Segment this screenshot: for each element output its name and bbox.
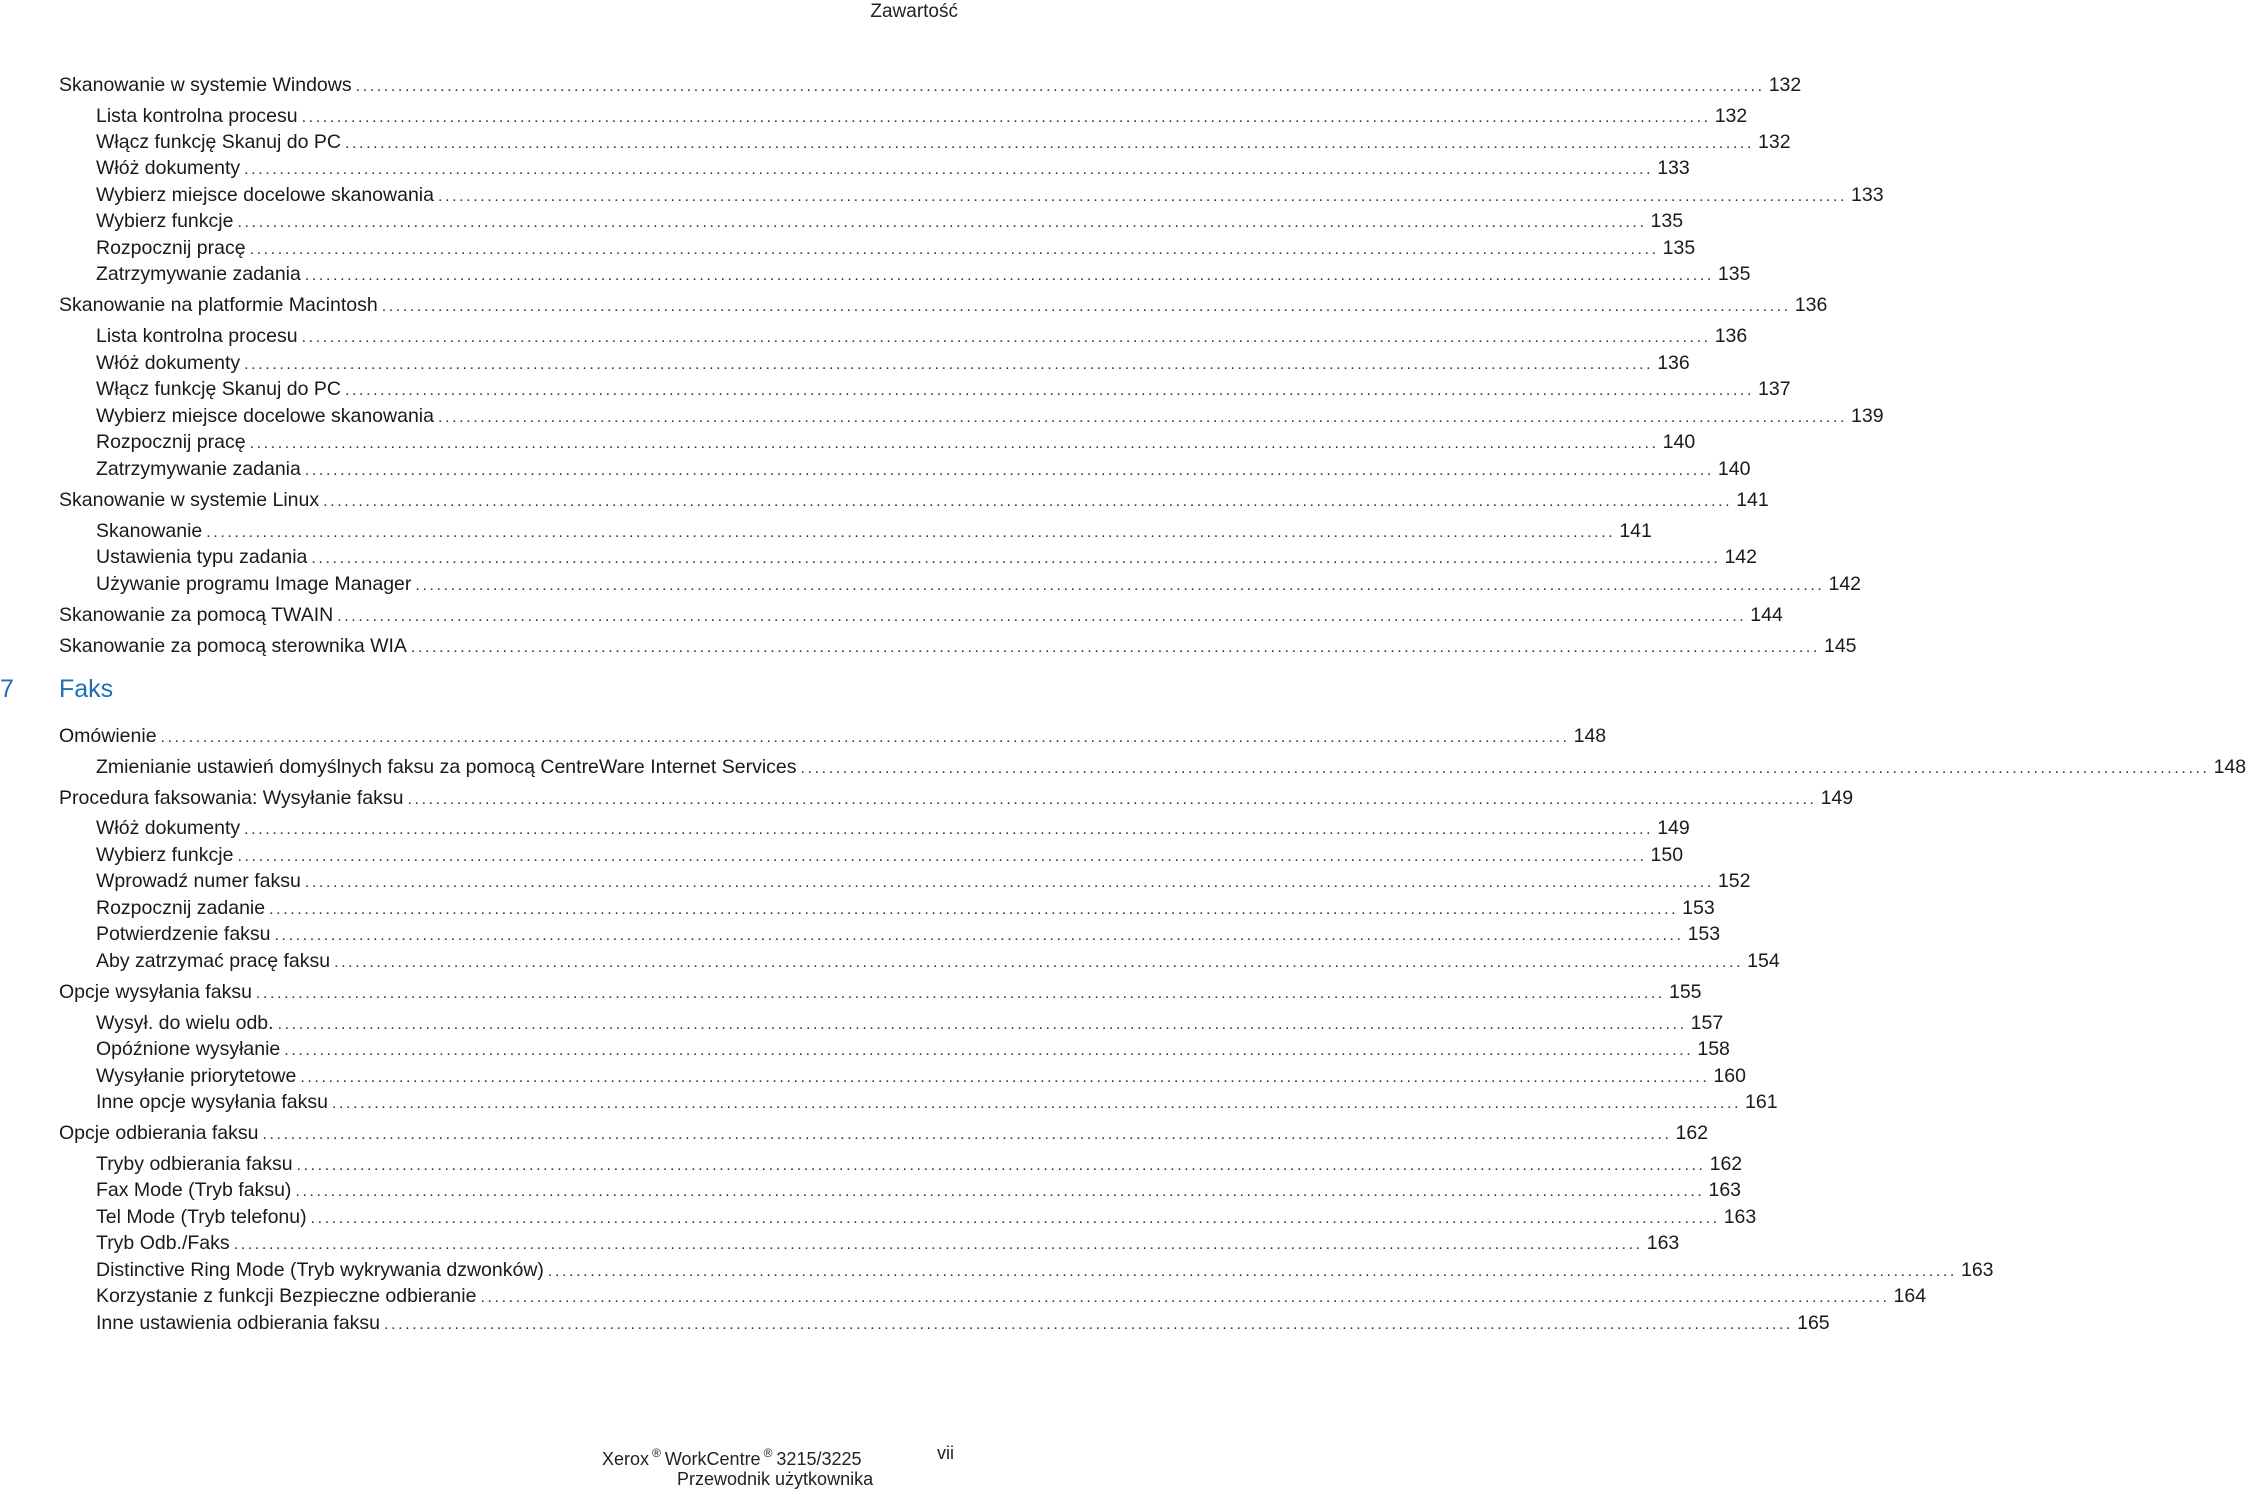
toc-entry-title: Inne opcje wysyłania faksu <box>96 1091 328 1113</box>
toc-entry-subsection[interactable] <box>96 571 1862 599</box>
toc-entry-page-number: 136 <box>1794 294 1828 316</box>
toc-entry-title: Włóż dokumenty <box>96 157 241 179</box>
dot-leader: ........................................................................................................................................................................................................ <box>304 267 1714 284</box>
toc-entry-subsection[interactable] <box>96 182 1884 210</box>
toc-entry-section[interactable] <box>59 1120 1709 1148</box>
toc-entry-title: Skanowanie w systemie Windows <box>59 74 352 96</box>
dot-leader: ........................................................................................................................................................................................................ <box>295 1183 1705 1200</box>
dot-leader: ........................................................................................................................................................................................................ <box>437 188 1848 205</box>
dot-leader: ........................................................................................................................................................................................................ <box>344 135 1755 152</box>
toc-entry-title: Wybierz miejsce docelowe skanowania <box>96 405 434 427</box>
toc-entry-subsection[interactable] <box>96 921 1721 949</box>
dot-leader: ........................................................................................................................................................................................................ <box>255 985 1665 1002</box>
toc-entry-subsection[interactable] <box>96 544 1757 572</box>
toc-entry-title: Wprowadź numer faksu <box>96 870 301 892</box>
toc-entry-section[interactable] <box>59 979 1702 1007</box>
toc-entry-section[interactable] <box>59 723 1607 751</box>
dot-leader: ........................................................................................................................................................................................................ <box>381 298 1791 315</box>
toc-entry-page-number: 160 <box>1713 1065 1746 1087</box>
toc-entry-title: Wysył. do wielu odb. <box>96 1012 274 1034</box>
toc-entry-page-number: 163 <box>1708 1179 1742 1201</box>
toc-entry-page-number: 150 <box>1650 844 1684 866</box>
dot-leader: ........................................................................................................................................................................................................ <box>206 524 1616 541</box>
toc-entry-page-number: 158 <box>1697 1038 1730 1060</box>
toc-entry-page-number: 164 <box>1893 1285 1927 1307</box>
toc-entry-title: Włóż dokumenty <box>96 352 241 374</box>
dot-leader: ........................................................................................................................................................................................................ <box>331 1095 1742 1112</box>
dot-leader: ........................................................................................................................................................................................................ <box>262 1126 1672 1143</box>
dot-leader: ........................................................................................................................................................................................................ <box>244 821 1654 838</box>
toc-entry-section[interactable] <box>59 487 1769 515</box>
dot-leader: ........................................................................................................................................................................................................ <box>415 577 1825 594</box>
toc-entry-page-number: 140 <box>1717 458 1751 480</box>
toc-entry-page-number: 163 <box>1960 1259 1994 1281</box>
footer-model: 3215/3225 <box>776 1449 862 1469</box>
toc-entry-title: Tryb Odb./Faks <box>96 1232 230 1254</box>
toc-entry-title: Rozpocznij zadanie <box>96 897 266 919</box>
toc-entry-title: Zatrzymywanie zadania <box>96 458 301 480</box>
toc-entry-subsection[interactable] <box>96 155 1690 183</box>
toc-entry-page-number: 135 <box>1662 237 1696 259</box>
toc-entry-title: Wybierz funkcje <box>96 844 234 866</box>
running-header-section-title: Zawartość <box>870 1 958 22</box>
toc-entry-subsection[interactable] <box>96 754 2246 782</box>
dot-leader: ........................................................................................................................................................................................................ <box>355 78 1765 95</box>
toc-entry-subsection[interactable] <box>96 403 1884 431</box>
toc-entry-subsection[interactable] <box>96 1230 1680 1258</box>
toc-entry-section[interactable] <box>59 633 1857 661</box>
dot-leader: ........................................................................................................................................................................................................ <box>244 356 1654 373</box>
toc-entry-section[interactable] <box>59 785 1854 813</box>
toc-entry-section[interactable] <box>59 602 1783 630</box>
dot-leader: ........................................................................................................................................................................................................ <box>301 109 1711 126</box>
toc-entry-section[interactable] <box>59 292 1828 320</box>
toc-entry-subsection[interactable] <box>96 429 1696 457</box>
toc-entry-subsection[interactable] <box>96 1063 1746 1091</box>
toc-entry-page-number: 145 <box>1823 635 1857 657</box>
toc-entry-title: Rozpocznij pracę <box>96 237 246 259</box>
registered-mark: ® <box>652 1446 661 1460</box>
toc-entry-page-number: 153 <box>1682 897 1715 919</box>
dot-leader: ........................................................................................................................................................................................................ <box>233 1236 1643 1253</box>
toc-entry-title: Skanowanie w systemie Linux <box>59 489 320 511</box>
dot-leader: ........................................................................................................................................................................................................ <box>284 1042 1694 1059</box>
dot-leader: ........................................................................................................................................................................................................ <box>437 409 1848 426</box>
toc-entry-title: Skanowanie za pomocą sterownika WIA <box>59 635 407 657</box>
dot-leader: ........................................................................................................................................................................................................ <box>407 791 1817 808</box>
toc-entry-page-number: 139 <box>1851 405 1884 427</box>
toc-entry-title: Skanowanie za pomocą TWAIN <box>59 604 334 626</box>
toc-entry-title: Tel Mode (Tryb telefonu) <box>96 1206 307 1228</box>
toc-entry-page-number: 141 <box>1736 489 1769 511</box>
toc-entry-page-number: 136 <box>1714 325 1748 347</box>
toc-entry-title: Procedura faksowania: Wysyłanie faksu <box>59 787 404 809</box>
toc-entry-page-number: 161 <box>1745 1091 1778 1113</box>
toc-entry-page-number: 132 <box>1768 74 1802 96</box>
toc-entry-page-number: 157 <box>1690 1012 1724 1034</box>
toc-entry-title: Tryby odbierania faksu <box>96 1153 293 1175</box>
toc-entry-title: Opóźnione wysyłanie <box>96 1038 281 1060</box>
toc-entry-page-number: 135 <box>1717 263 1751 285</box>
toc-entry-page-number: 162 <box>1709 1153 1743 1175</box>
toc-entry-subsection[interactable] <box>96 323 1748 351</box>
dot-leader: ........................................................................................................................................................................................................ <box>300 1069 1710 1086</box>
toc-entry-subsection[interactable] <box>96 895 1715 923</box>
toc-entry-title: Wybierz miejsce docelowe skanowania <box>96 184 434 206</box>
dot-leader: ........................................................................................................................................................................................................ <box>277 1016 1687 1033</box>
toc-entry-page-number: 135 <box>1650 210 1684 232</box>
toc-entry-title: Rozpocznij pracę <box>96 431 246 453</box>
footer-brand: Xerox <box>602 1449 650 1469</box>
toc-entry-subsection[interactable] <box>96 350 1690 378</box>
toc-entry-subsection[interactable] <box>96 235 1696 263</box>
footer-page-number: vii <box>937 1443 954 1463</box>
toc-entry-subsection[interactable] <box>96 1177 1742 1205</box>
footer-product: WorkCentre <box>664 1449 761 1469</box>
toc-entry-page-number: 163 <box>1723 1206 1757 1228</box>
dot-leader: ........................................................................................................................................................................................................ <box>344 382 1755 399</box>
toc-entry-page-number: 153 <box>1687 923 1721 945</box>
toc-entry-title: Fax Mode (Tryb faksu) <box>96 1179 292 1201</box>
toc-entry-page-number: 162 <box>1675 1122 1709 1144</box>
chapter-number: 7 <box>0 675 14 703</box>
toc-entry-subsection[interactable] <box>96 1310 1830 1338</box>
dot-leader: ........................................................................................................................................................................................................ <box>323 493 1733 510</box>
dot-leader: ........................................................................................................................................................................................................ <box>160 729 1570 746</box>
toc-entry-title: Włącz funkcję Skanuj do PC <box>96 378 341 400</box>
toc-entry-title: Aby zatrzymać pracę faksu <box>96 950 331 972</box>
dot-leader: ........................................................................................................................................................................................................ <box>304 462 1714 479</box>
dot-leader: ........................................................................................................................................................................................................ <box>249 241 1659 258</box>
toc-entry-page-number: 149 <box>1657 817 1690 839</box>
toc-entry-subsection[interactable] <box>96 456 1751 484</box>
dot-leader: ........................................................................................................................................................................................................ <box>480 1289 1890 1306</box>
toc-entry-subsection[interactable] <box>96 1010 1724 1038</box>
toc-entry-subsection[interactable] <box>96 1151 1743 1179</box>
toc-entry-subsection[interactable] <box>96 103 1748 131</box>
toc-entry-title: Opcje odbierania faksu <box>59 1122 259 1144</box>
toc-entry-subsection[interactable] <box>96 376 1791 404</box>
chapter-title: Faks <box>59 675 114 703</box>
dot-leader: ........................................................................................................................................................................................................ <box>249 435 1659 452</box>
toc-entry-section[interactable] <box>59 72 1802 100</box>
toc-entry-title: Ustawienia typu zadania <box>96 546 308 568</box>
toc-entry-page-number: 142 <box>1724 546 1757 568</box>
toc-entry-page-number: 148 <box>1573 725 1607 747</box>
toc-entry-title: Skanowanie na platformie Macintosh <box>59 294 378 316</box>
toc-entry-page-number: 132 <box>1714 105 1748 127</box>
toc-entry-page-number: 148 <box>2213 756 2246 778</box>
toc-entry-subsection[interactable] <box>96 868 1751 896</box>
toc-entry-subsection[interactable] <box>96 1283 1927 1311</box>
dot-leader: ........................................................................................................................................................................................................ <box>274 927 1684 944</box>
toc-entry-page-number: 152 <box>1717 870 1751 892</box>
toc-entry-page-number: 163 <box>1646 1232 1680 1254</box>
registered-mark: ® <box>763 1446 773 1460</box>
toc-entry-page-number: 133 <box>1851 184 1884 206</box>
dot-leader: ........................................................................................................................................................................................................ <box>310 1210 1720 1227</box>
toc-entry-page-number: 133 <box>1657 157 1690 179</box>
toc-entry-title: Lista kontrolna procesu <box>96 325 298 347</box>
toc-entry-subsection[interactable] <box>96 815 1690 843</box>
toc-entry-subsection[interactable] <box>96 1089 1778 1117</box>
toc-entry-title: Wybierz funkcje <box>96 210 234 232</box>
dot-leader: ........................................................................................................................................................................................................ <box>301 329 1711 346</box>
footer-subtitle: Przewodnik użytkownika <box>677 1469 874 1489</box>
toc-entry-title: Korzystanie z funkcji Bezpieczne odbieranie <box>96 1285 477 1307</box>
toc-entry-subsection[interactable] <box>96 208 1684 236</box>
toc-entry-title: Skanowanie <box>96 520 203 542</box>
toc-entry-title: Opcje wysyłania faksu <box>59 981 252 1003</box>
dot-leader: ........................................................................................................................................................................................................ <box>296 1157 1706 1174</box>
toc-entry-page-number: 149 <box>1820 787 1854 809</box>
toc-entry-subsection[interactable] <box>96 842 1684 870</box>
dot-leader: ........................................................................................................................................................................................................ <box>237 848 1647 865</box>
toc-entry-page-number: 165 <box>1797 1312 1830 1334</box>
dot-leader: ........................................................................................................................................................................................................ <box>547 1263 1957 1280</box>
toc-entry-page-number: 154 <box>1747 950 1780 972</box>
dot-leader: ........................................................................................................................................................................................................ <box>384 1316 1794 1333</box>
toc-entry-subsection[interactable] <box>96 1036 1730 1064</box>
dot-leader: ........................................................................................................................................................................................................ <box>304 874 1714 891</box>
toc-entry-title: Włącz funkcję Skanuj do PC <box>96 131 341 153</box>
toc-entry-page-number: 137 <box>1758 378 1791 400</box>
dot-leader: ........................................................................................................................................................................................................ <box>269 901 1679 918</box>
dot-leader: ........................................................................................................................................................................................................ <box>337 608 1747 625</box>
toc-entry-page-number: 141 <box>1619 520 1652 542</box>
toc-entry-title: Inne ustawienia odbierania faksu <box>96 1312 381 1334</box>
toc-entry-title: Zmienianie ustawień domyślnych faksu za pomocą CentreWare Internet Services <box>96 756 797 778</box>
dot-leader: ........................................................................................................................................................................................................ <box>800 760 2210 777</box>
dot-leader: ........................................................................................................................................................................................................ <box>410 639 1820 656</box>
toc-entry-title: Potwierdzenie faksu <box>96 923 271 945</box>
toc-entry-page-number: 144 <box>1750 604 1783 626</box>
toc-entry-subsection[interactable] <box>96 1257 1994 1285</box>
toc-entry-page-number: 155 <box>1668 981 1702 1003</box>
toc-entry-subsection[interactable] <box>96 1204 1757 1232</box>
toc-entry-title: Używanie programu Image Manager <box>96 573 412 595</box>
dot-leader: ........................................................................................................................................................................................................ <box>334 954 1744 971</box>
toc-entry-page-number: 140 <box>1662 431 1696 453</box>
toc-entry-title: Włóż dokumenty <box>96 817 241 839</box>
toc-entry-page-number: 142 <box>1828 573 1862 595</box>
dot-leader: ........................................................................................................................................................................................................ <box>311 550 1721 567</box>
toc-entry-page-number: 132 <box>1758 131 1791 153</box>
toc-entry-title: Distinctive Ring Mode (Tryb wykrywania dzwonków) <box>96 1259 544 1281</box>
toc-entry-subsection[interactable] <box>96 129 1791 157</box>
toc-entry-title: Wysyłanie priorytetowe <box>96 1065 297 1087</box>
toc-entry-title: Lista kontrolna procesu <box>96 105 298 127</box>
toc-entry-subsection[interactable] <box>96 261 1751 289</box>
dot-leader: ........................................................................................................................................................................................................ <box>244 161 1654 178</box>
toc-entry-title: Zatrzymywanie zadania <box>96 263 301 285</box>
dot-leader: ........................................................................................................................................................................................................ <box>237 214 1647 231</box>
toc-entry-page-number: 136 <box>1657 352 1690 374</box>
toc-entry-title: Omówienie <box>59 725 157 747</box>
toc-entry-subsection[interactable] <box>96 518 1652 546</box>
toc-entry-subsection[interactable] <box>96 948 1780 976</box>
